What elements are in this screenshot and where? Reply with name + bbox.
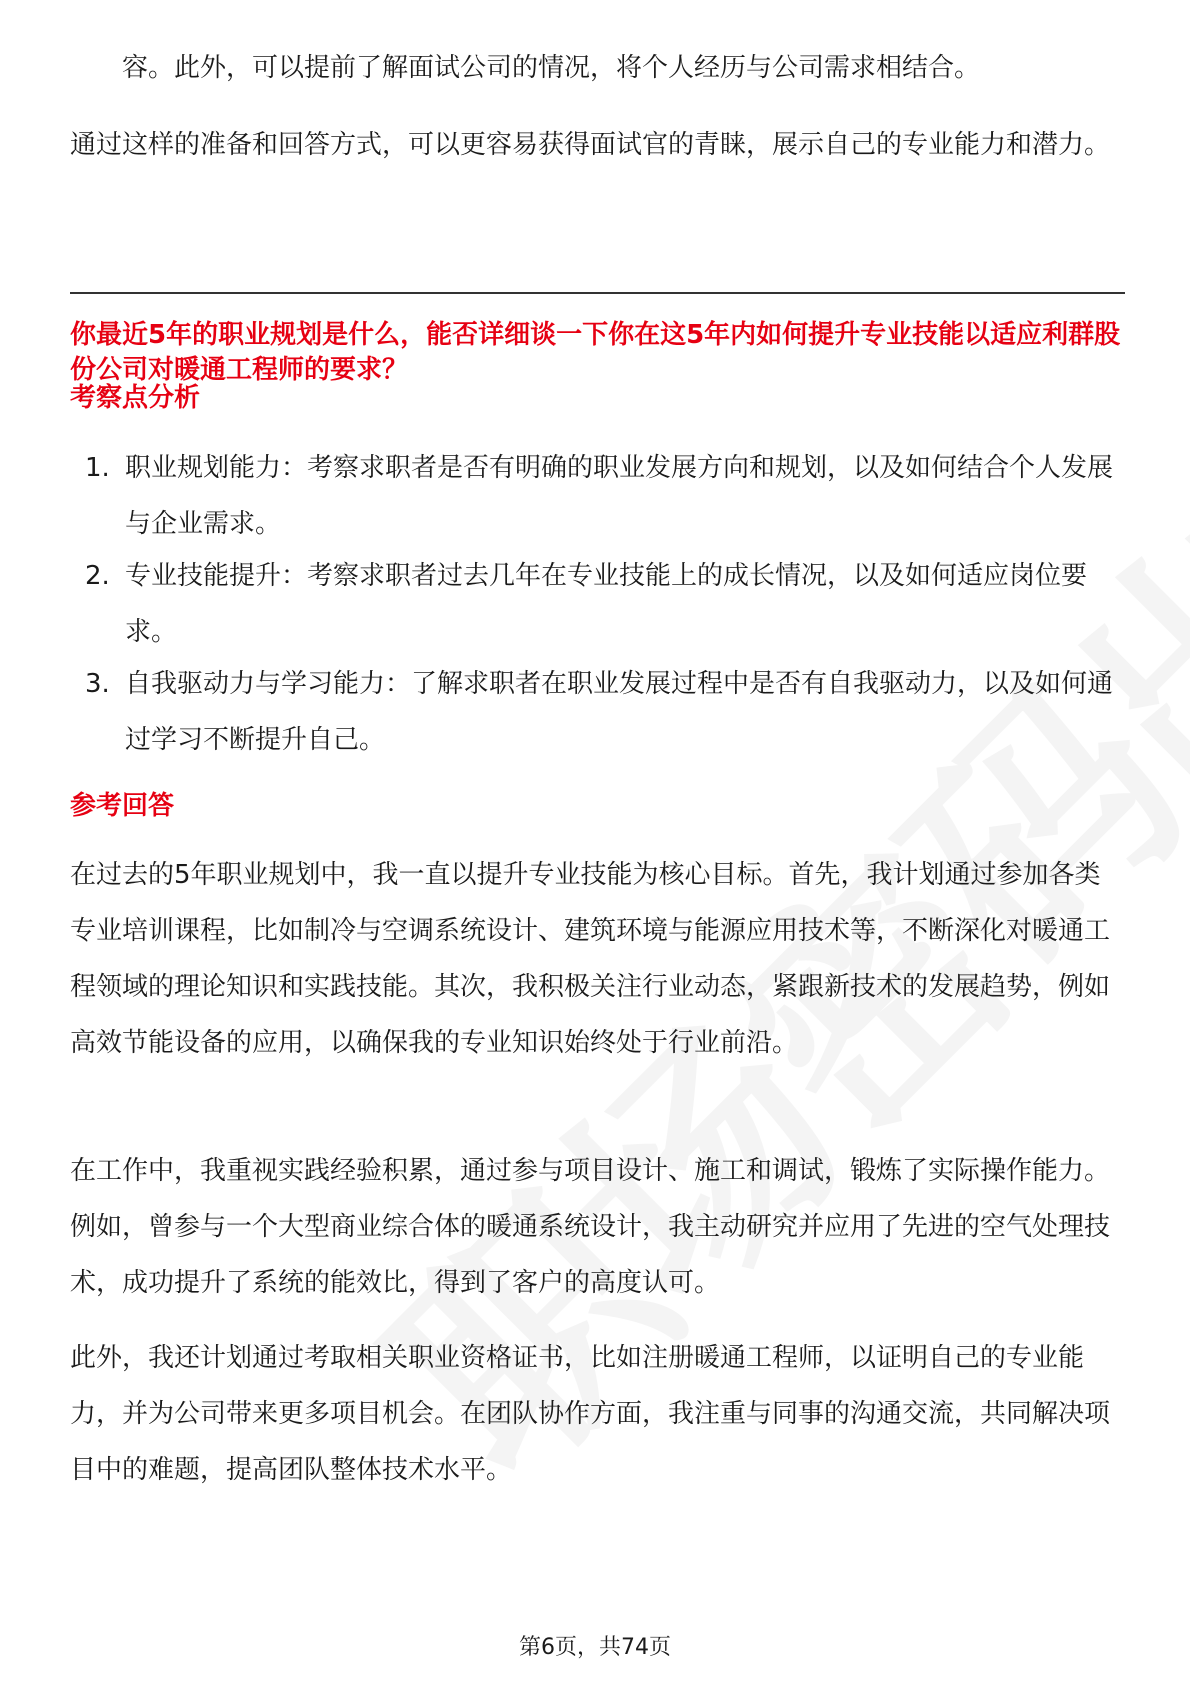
page-number: 第6页，共74页	[519, 1635, 671, 1660]
list-text: 职业规划能力：考察求职者是否有明确的职业发展方向和规划，以及如何结合个人发展与企业需求。	[125, 453, 1114, 539]
list-number: 3.	[85, 669, 110, 699]
interview-question: 你最近5年的职业规划是什么，能否详细谈一下你在这5年内如何提升专业技能以适应利群股份公司对暖通工程师的要求？	[70, 320, 1121, 385]
answer-paragraph-3: 此外，我还计划通过考取相关职业资格证书，比如注册暖通工程师，以证明自己的专业能力，并为公司带来更多项目机会。在团队协作方面，我注重与同事的沟通交流，共同解决项目中的难题，提高团队整体技术水平。	[70, 1343, 1111, 1485]
analysis-item-2	[85, 548, 1125, 660]
list-number: 1.	[85, 453, 110, 483]
summary-paragraph: 通过这样的准备和回答方式，可以更容易获得面试官的青睐，展示自己的专业能力和潜力。	[70, 130, 1111, 160]
answer-heading: 参考回答	[70, 791, 175, 821]
continued-paragraph: 容。此外，可以提前了解面试公司的情况，将个人经历与公司需求相结合。	[122, 53, 981, 83]
analysis-item-3	[85, 656, 1125, 768]
list-text: 自我驱动力与学习能力：了解求职者在职业发展过程中是否有自我驱动力，以及如何通过学习不断提升自己。	[125, 669, 1114, 755]
section-divider	[70, 292, 1125, 294]
answer-paragraph-2: 在工作中，我重视实践经验积累，通过参与项目设计、施工和调试，锻炼了实际操作能力。例如，曾参与一个大型商业综合体的暖通系统设计，我主动研究并应用了先进的空气处理技术，成功提升了系统的能效比，得到了客户的高度认可。	[70, 1156, 1111, 1298]
list-text: 专业技能提升：考察求职者过去几年在专业技能上的成长情况，以及如何适应岗位要求。	[125, 561, 1088, 647]
answer-paragraph-1: 在过去的5年职业规划中，我一直以提升专业技能为核心目标。首先，我计划通过参加各类专业培训课程，比如制冷与空调系统设计、建筑环境与能源应用技术等，不断深化对暖通工程领域的理论知识和实践技能。其次，我积极关注行业动态，紧跟新技术的发展趋势，例如高效节能设备的应用，以确保我的专业知识始终处于行业前沿。	[70, 860, 1111, 1058]
list-number: 2.	[85, 561, 110, 591]
analysis-heading: 考察点分析	[70, 383, 201, 413]
analysis-item-1	[85, 440, 1125, 552]
